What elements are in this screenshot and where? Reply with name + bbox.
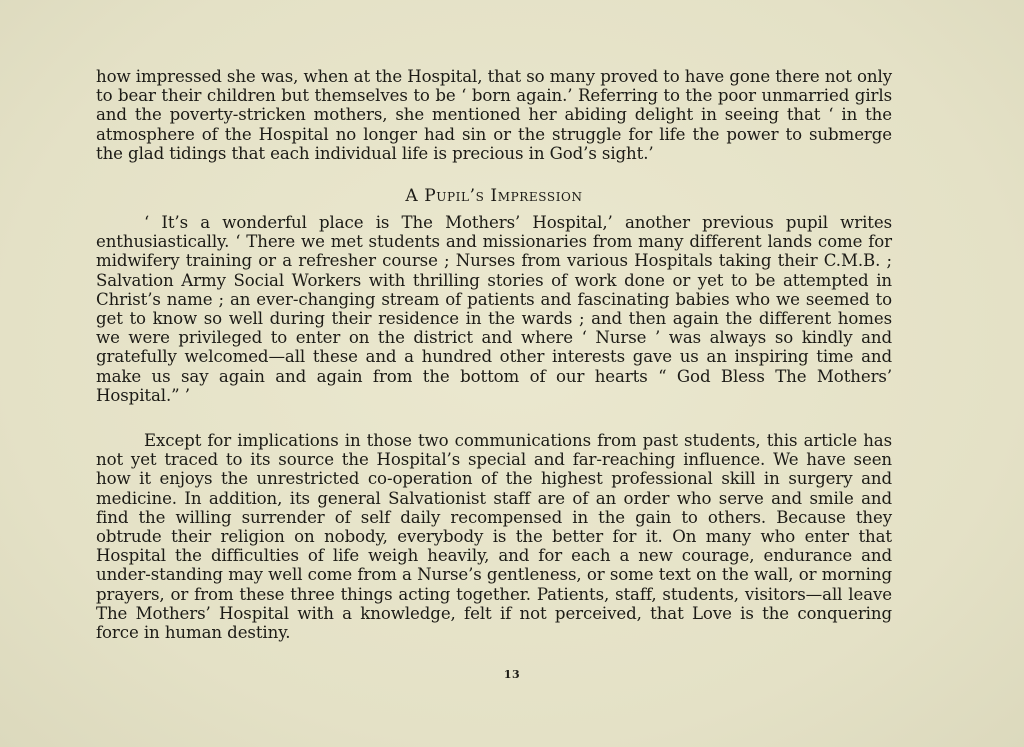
paragraph-influence: [96, 431, 892, 642]
page-number: 13: [503, 668, 521, 681]
paragraph-pupil-quote: [96, 213, 892, 405]
paragraph-continuation: [96, 67, 892, 163]
paragraph-3-text: Except for implications in those two communications from past students, this article has not yet traced to its source the Hospital’s special and far-reaching influence. We have seen how it enjoys the unrestricted co-operation of the highest professional skill in surgery and medicine. In addition, its general Salvationist staff are of an order who serve and smile and find the willing surrender of self daily recompensed in the gain to others. Because they obtrude their religion on nobody, everybody is the better for it. On many who enter that Hospital the difficulties of life weigh heavily, and for each a new courage, endurance and under-standing may well come from a Nurse’s gentleness, or some text on the wall, or morning prayers, or from these three things acting together. Patients, staff, students, visitors—all leave The Mothers’ Hospital with a knowledge, felt if not perceived, that Love is the conquering force in human destiny.: [96, 431, 892, 643]
paragraph-2-text: ‘ It’s a wonderful place is The Mothers’ Hospital,’ another previous pupil writes enthusiastically. ‘ There we met students and missionaries from many different lands come for midwifery training or a refresher course ; Nurses from various Hospitals taking their C.M.B. ; Salvation Army Social Workers with thrilling stories of work done or yet to be attempted in Christ’s name ; an ever-changing stream of patients and fascinating babies who we seemed to get to know so well during their residence in the wards ; and then again the different homes we were privileged to enter on the district and where ‘ Nurse ’ was always so kindly and gratefully welcomed—all these and a hundred other interests gave us an inspiring time and make us say again and again from the bottom of our hearts “ God Bless The Mothers’ Hospital.” ’: [96, 213, 892, 405]
paragraph-1-text: how impressed she was, when at the Hospital, that so many proved to have gone there not only to bear their children but themselves to be ‘ born again.’ Referring to the poor unmarried girls and the poverty-stricken mothers, she mentioned her abiding delight in seeing that ‘ in the atmosphere of the Hospital no longer had sin or the struggle for life the power to submerge the glad tidings that each individual life is precious in God’s sight.’: [96, 67, 892, 163]
section-heading: A Pupil’s Impression: [405, 186, 583, 206]
